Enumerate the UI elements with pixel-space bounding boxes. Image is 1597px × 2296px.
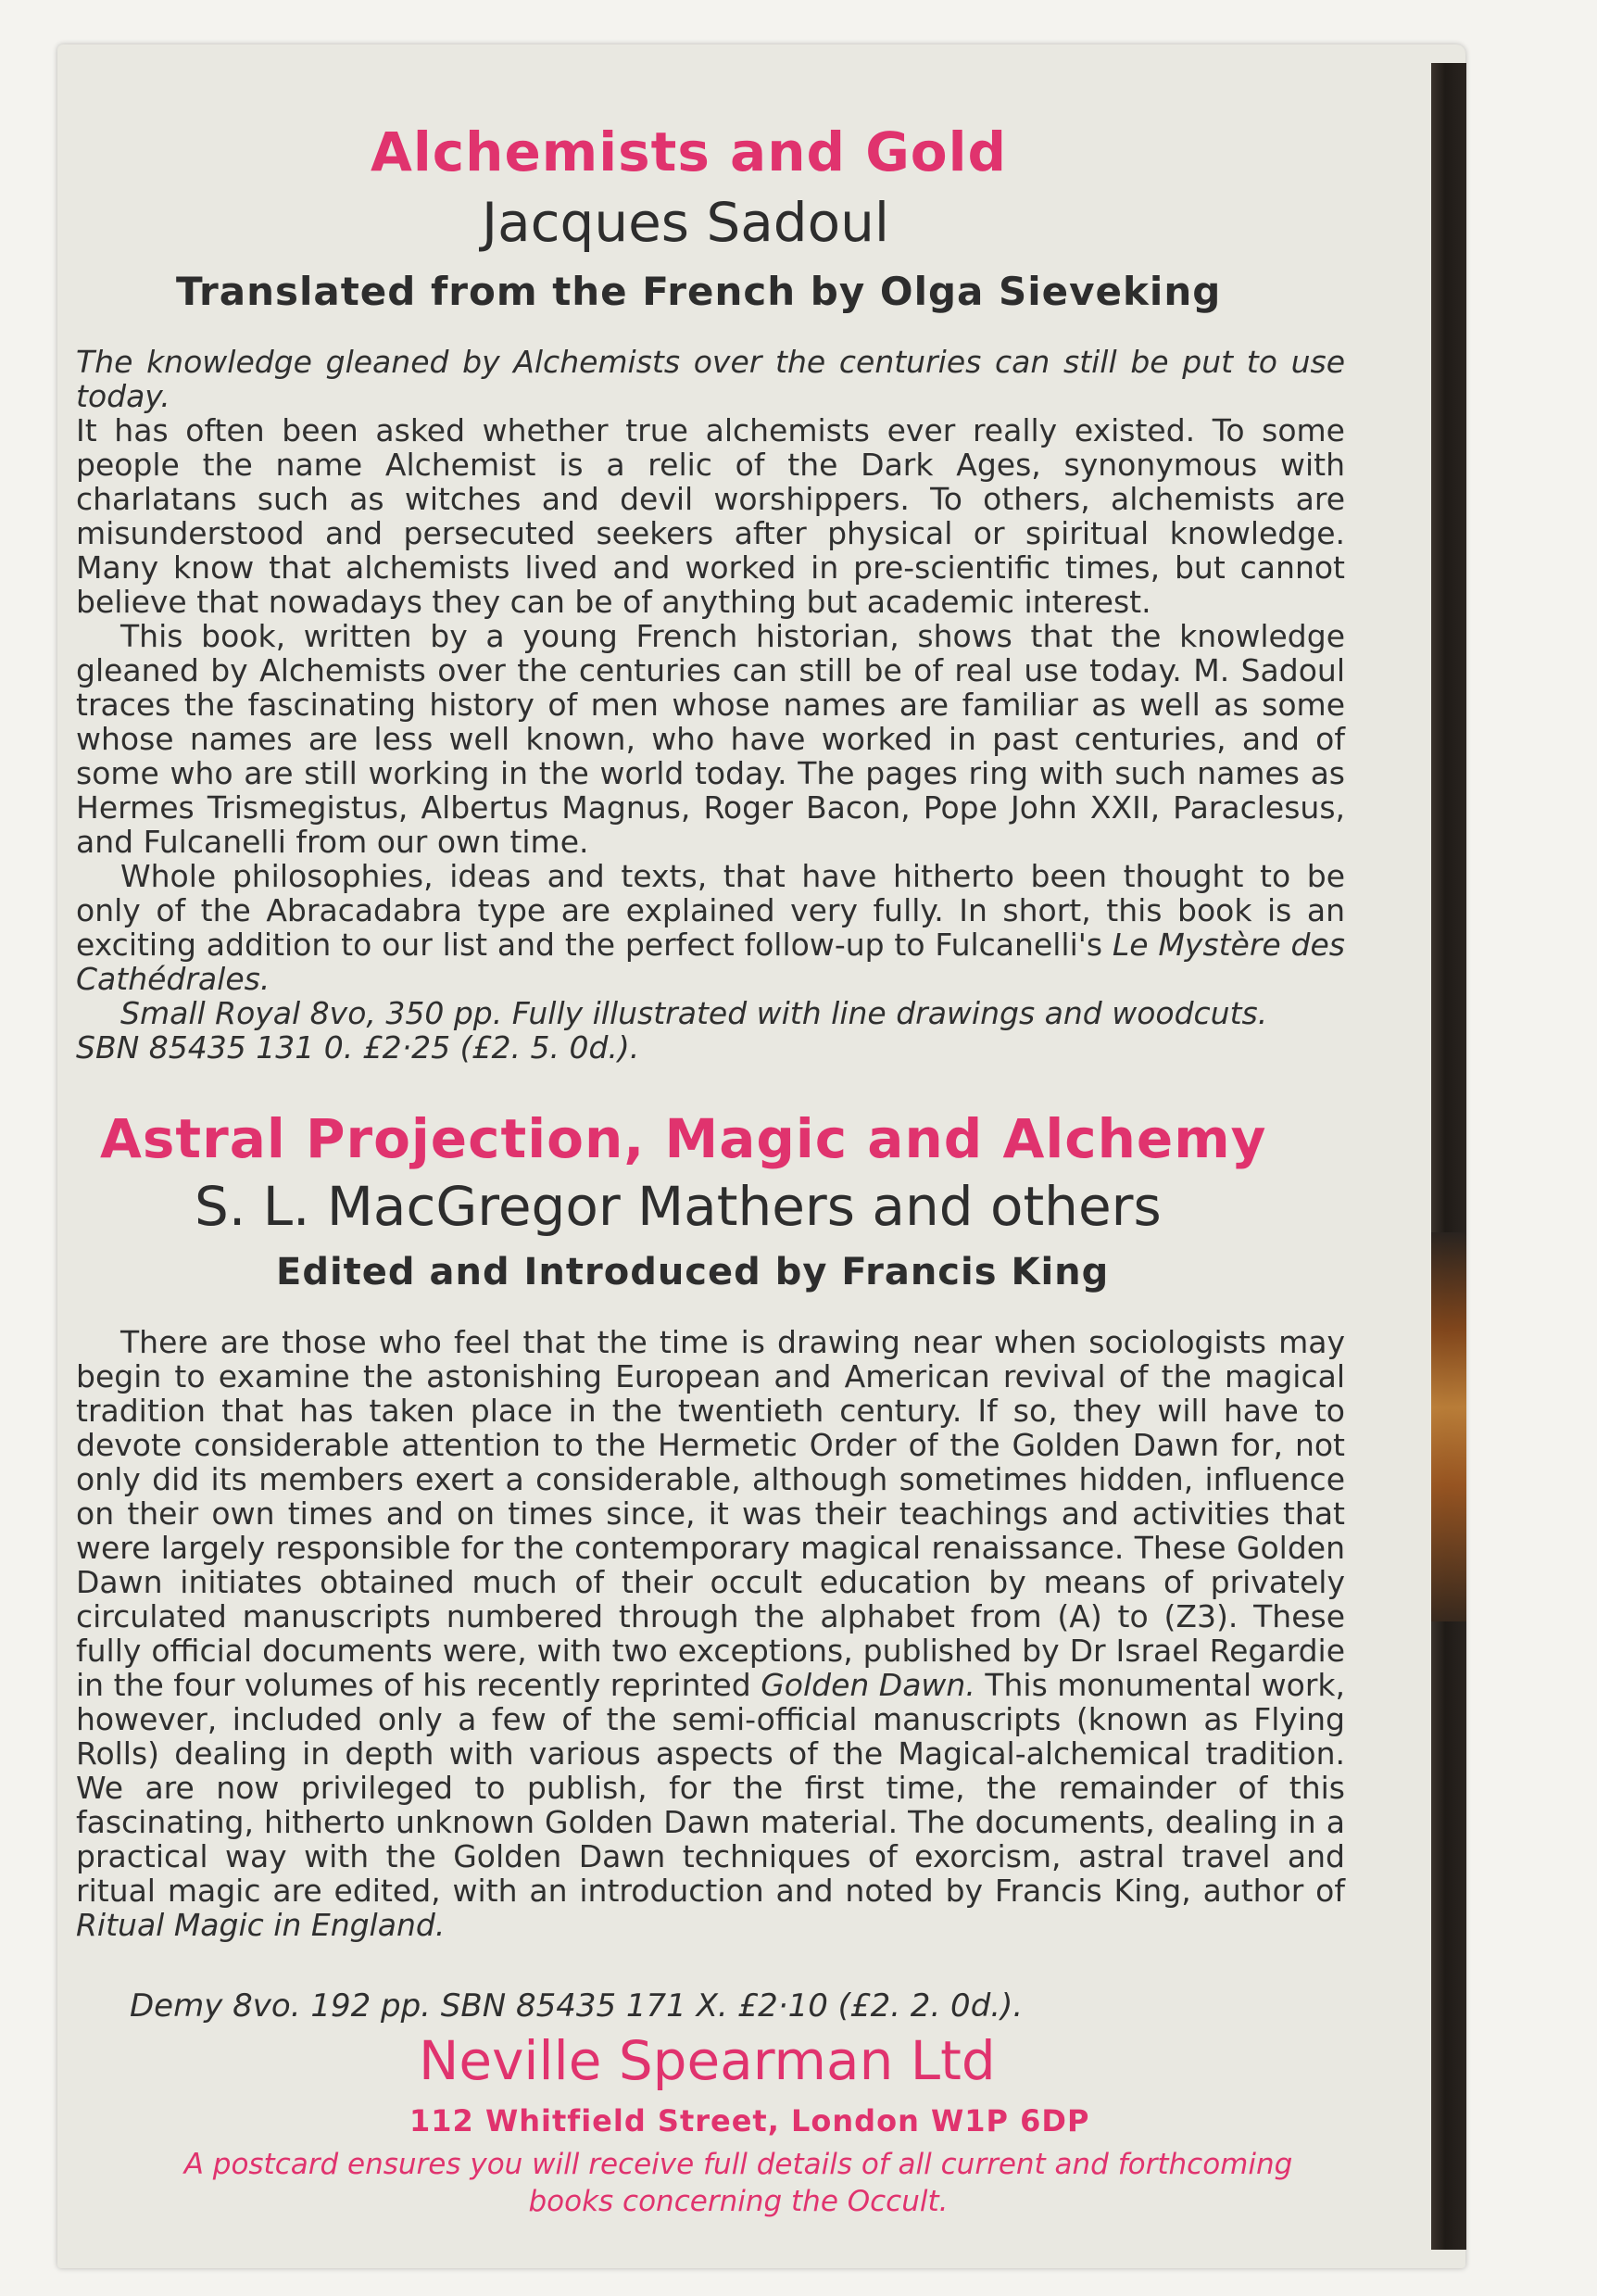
book2-paragraph	[76, 1325, 1345, 1942]
book1-title: Alchemists and Gold	[371, 120, 1008, 183]
postcard-notice: A postcard ensures you will receive full details of all current and forthcoming books concerning the Occult.	[183, 2148, 1293, 2218]
book2-title: Astral Projection, Magic and Alchemy	[100, 1107, 1267, 1170]
publisher-address: 112 Whitfield Street, London W1P 6DP	[409, 2103, 1090, 2138]
book1-paragraph-3-italic: Le Mystère des Cathédrales.	[76, 927, 1345, 997]
book1-description	[76, 345, 1345, 1065]
publisher-name: Neville Spearman Ltd	[419, 2029, 996, 2092]
book2-specs: Demy 8vo. 192 pp. SBN 85435 171 X. £2·10 (£2. 2. 0d.).	[130, 1987, 1024, 2025]
book1-tagline: The knowledge gleaned by Alchemists over the centuries can still be put to use today.	[76, 344, 1345, 414]
book2-paragraph-part-1: There are those who feel that the time is drawing near when sociologists may begin to examine the astonishing European and American revival of the magical tradition that has taken place in the twentieth century. If so, they will have to devote considerable attention to the Hermetic Order of the Golden Dawn for, not only did its members exert a considerable, although sometimes hidden, influence on their own times and on times since, it was their teachings and activities that were largely responsible for the contemporary magical renaissance. These Golden Dawn initiates obtained much of their occult education by means of privately circulated manuscripts numbered through the alphabet from (A) to (Z3). These fully official documents were, with two exceptions, published by Dr Israel Regardie in the four volumes of his recently reprinted	[76, 1324, 1345, 1703]
book1-paragraph-3	[76, 859, 1345, 996]
book1-paragraph-2: This book, written by a young French historian, shows that the knowledge gleaned by Alchemists over the centuries can still be of real use today. M. Sadoul traces the fascinating history of men whose names are familiar as well as some whose names are less well known, who have worked in past centuries, and of some who are still working in the world today. The pages ring with such names as Hermes Trismegistus, Albertus Magnus, Roger Bacon, Pope John XXII, Paraclesus, and Fulcanelli from our own time.	[76, 618, 1345, 860]
book1-paragraph-3-text: Whole philosophies, ideas and texts, that have hitherto been thought to be only of the Abracadabra type are explained very fully. In short, this book is an exciting addition to our list and the perfect follow-up to Fulcanelli's	[76, 858, 1345, 963]
book2-editor: Edited and Introduced by Francis King	[276, 1251, 1110, 1293]
spine-edge	[1431, 63, 1466, 2250]
book1-author: Jacques Sadoul	[482, 191, 889, 254]
spine-flame-artwork	[1431, 1232, 1466, 1621]
book1-specs-line-2: SBN 85435 131 0. £2·25 (£2. 5. 0d.).	[76, 1029, 640, 1066]
book2-paragraph-part-2: This monumental work, however, included only a few of the semi-official manuscripts (known as Flying Rolls) dealing in depth with various aspects of the Magical-alchemical tradition. We are now privileged to publish, for the first time, the remainder of this fascinating, hitherto unknown Golden Dawn material. The documents, dealing in a practical way with the Golden Dawn techniques of exorcism, astral travel and ritual magic are edited, with an introduction and noted by Francis King, author of	[76, 1667, 1345, 1909]
book1-paragraph-1: It has often been asked whether true alchemists ever really existed. To some people the name Alchemist is a relic of the Dark Ages, synonymous with charlatans such as witches and devil worshippers. To others, alchemists are misunderstood and persecuted seekers after physical or spiritual knowledge. Many know that alchemists lived and worked in pre-scientific times, but cannot believe that nowadays they can be of anything but academic interest.	[76, 412, 1345, 620]
book1-translator: Translated from the French by Olga Sieveking	[176, 269, 1222, 314]
book1-specs-line-1: Small Royal 8vo, 350 pp. Fully illustrated with line drawings and woodcuts.	[120, 995, 1268, 1031]
book2-paragraph-italic-2: Ritual Magic in England.	[76, 1907, 446, 1943]
book2-description	[76, 1325, 1345, 1942]
book2-paragraph-italic-1: Golden Dawn.	[761, 1667, 975, 1703]
book2-author: S. L. MacGregor Mathers and others	[195, 1175, 1162, 1238]
